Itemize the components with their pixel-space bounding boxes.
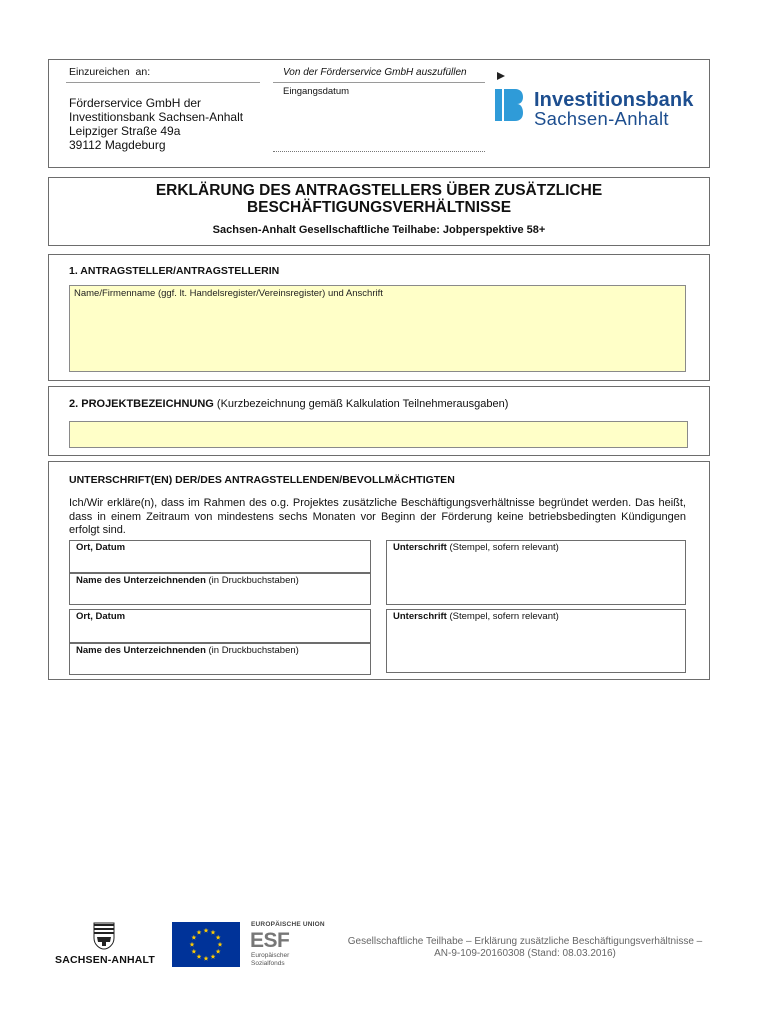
section1-heading: 1. ANTRAGSTELLER/ANTRAGSTELLERIN	[69, 265, 280, 277]
logo-line1: Investitionsbank	[534, 89, 694, 111]
eu-flag-icon	[172, 922, 240, 967]
section2-heading-bold: 2. PROJEKTBEZEICHNUNG	[69, 398, 214, 410]
applicant-field-label: Name/Firmenname (ggf. lt. Handelsregister/Vereinsregister) und Anschrift	[74, 288, 383, 299]
address-line: Leipziger Straße 49a	[69, 124, 181, 138]
office-use-rule	[273, 82, 485, 83]
signer-name-field-1[interactable]	[69, 573, 371, 605]
esf-letters: ESF	[250, 929, 290, 952]
form-subtitle: Sachsen-Anhalt Gesellschaftliche Teilhabe: Jobperspektive 58+	[212, 224, 546, 236]
send-to-rule	[66, 82, 260, 83]
received-date-line[interactable]	[273, 151, 485, 152]
place-date-label: Ort, Datum	[76, 542, 126, 553]
ib-emblem-icon	[494, 86, 524, 124]
footer-doc-line2: AN-9-109-20160308 (Stand: 08.03.2016)	[434, 948, 616, 959]
section2-heading	[69, 398, 508, 410]
received-date-label: Eingangsdatum	[283, 86, 350, 97]
recipient-address	[69, 96, 243, 152]
eu-label: EUROPÄISCHE UNION	[251, 921, 325, 928]
signer-name-label-normal: (in Druckbuchstaben)	[205, 645, 299, 656]
send-to-label: Einzureichen an:	[69, 66, 151, 78]
project-name-field[interactable]	[69, 421, 688, 448]
form-title-line2: BESCHÄFTIGUNGSVERHÄLTNISSE	[246, 199, 512, 216]
applicant-name-address-field[interactable]	[69, 285, 686, 372]
office-use-note: Von der Förderservice GmbH auszufüllen	[283, 67, 467, 78]
coat-of-arms-icon	[93, 922, 115, 950]
signer-name-field-2[interactable]	[69, 643, 371, 675]
signer-name-label-normal: (in Druckbuchstaben)	[205, 575, 299, 586]
signature-label-normal: (Stempel, sofern relevant)	[446, 542, 559, 553]
address-line: 39112 Magdeburg	[69, 138, 166, 152]
signature-field-1[interactable]	[386, 540, 686, 605]
signer-name-label-bold: Name des Unterzeichnenden	[76, 645, 206, 656]
signature-field-2[interactable]	[386, 609, 686, 673]
logo-line2: Sachsen-Anhalt	[534, 108, 669, 129]
place-date-label: Ort, Datum	[76, 611, 126, 622]
esf-sub2: Sozialfonds	[251, 960, 285, 967]
state-logo-text: SACHSEN-ANHALT	[54, 954, 156, 966]
investitionsbank-logo	[494, 80, 699, 130]
signature-heading: UNTERSCHRIFT(EN) DER/DES ANTRAGSTELLENDEN/BEVOLLMÄCHTIGTEN	[69, 474, 455, 486]
form-title-line1: ERKLÄRUNG DES ANTRAGSTELLERS ÜBER ZUSÄTZLICHE	[155, 182, 603, 199]
signer-name-label-bold: Name des Unterzeichnenden	[76, 575, 206, 586]
address-line: Förderservice GmbH der	[69, 96, 202, 110]
place-date-field-1[interactable]	[69, 540, 371, 573]
esf-sub1: Europäischer	[251, 952, 290, 959]
sachsen-anhalt-logo	[52, 922, 158, 970]
esf-logo	[250, 921, 330, 969]
signature-label-bold: Unterschrift	[393, 542, 447, 553]
address-line: Investitionsbank Sachsen-Anhalt	[69, 110, 244, 124]
section2-heading-normal: (Kurzbezeichnung gemäß Kalkulation Teilnehmerausgaben)	[213, 398, 509, 410]
declaration-text: Ich/Wir erkläre(n), dass im Rahmen des o.g. Projektes zusätzliche Beschäftigungsverhältnisse begründet werden. Das heißt, dass in einem Zeitraum von mindestens sechs Monaten vor Beginn der Förderung keine betriebsbedingten Kündigungen erfolgt sind.	[69, 497, 686, 536]
footer-doc-line1: Gesellschaftliche Teilhabe – Erklärung zusätzliche Beschäftigungsverhältnisse –	[347, 936, 703, 947]
signature-label-normal: (Stempel, sofern relevant)	[446, 611, 559, 622]
place-date-field-2[interactable]	[69, 609, 371, 643]
signature-label-bold: Unterschrift	[393, 611, 447, 622]
